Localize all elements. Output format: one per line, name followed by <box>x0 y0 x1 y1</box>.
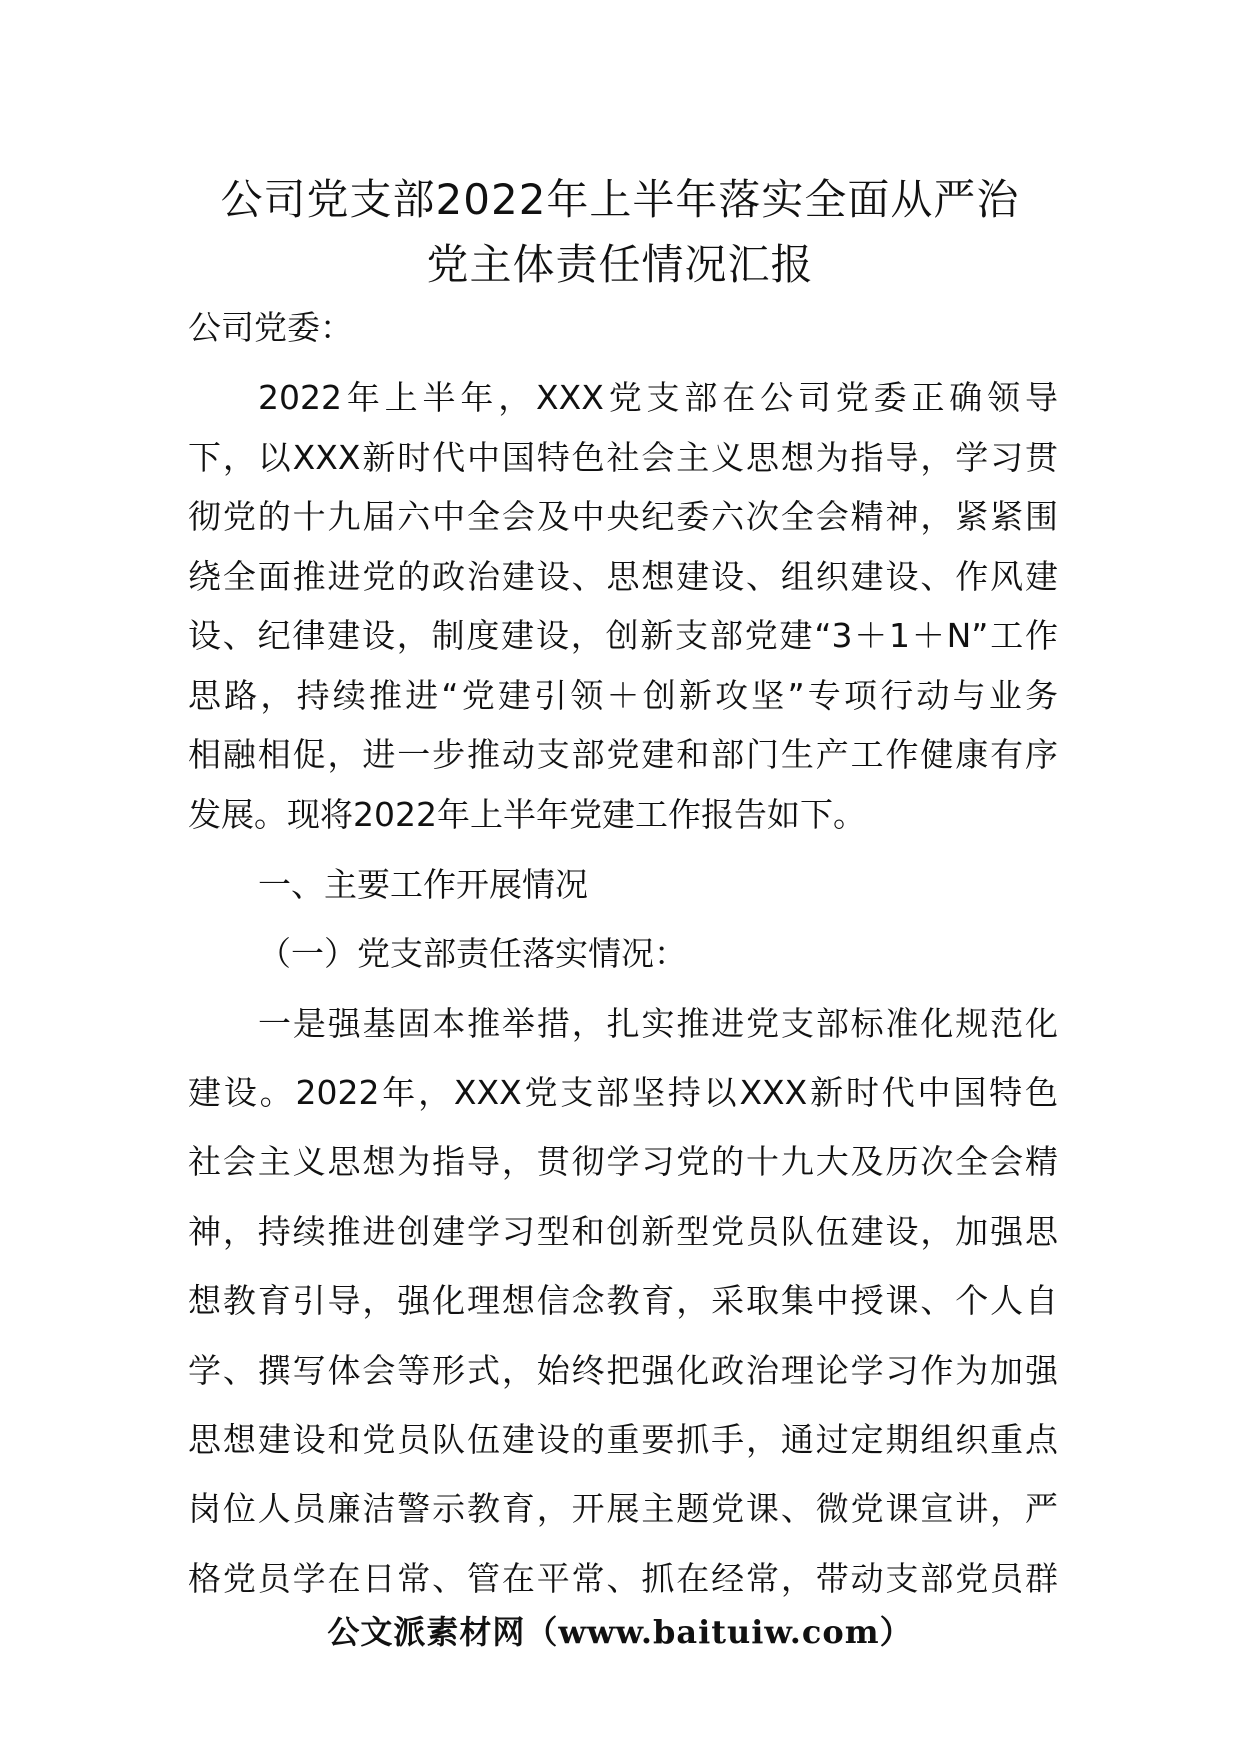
footer-watermark: 公文派素材网（www.baituiw.com） <box>327 1613 913 1651</box>
paragraph-1-line-8: 发展。现将2022年上半年党建工作报告如下。 <box>188 795 866 834</box>
section-heading-2: （一）党支部责任落实情况： <box>258 934 687 973</box>
paragraph-2-line-4: 神，持续推进创建学习型和创新型党员队伍建设，加强思 <box>188 1212 1058 1251</box>
paragraph-1-line-1: 2022年上半年，XXX党支部在公司党委正确领导 <box>258 378 1058 417</box>
paragraph-2-line-6: 学、撰写体会等形式，始终把强化政治理论学习作为加强 <box>188 1351 1058 1390</box>
paragraph-2-line-3: 社会主义思想为指导，贯彻学习党的十九大及历次全会精 <box>188 1142 1058 1181</box>
paragraph-1-line-3: 彻党的十九届六中全会及中央纪委六次全会精神，紧紧围 <box>188 497 1058 536</box>
salutation: 公司党委： <box>188 308 353 347</box>
section-heading-1: 一、主要工作开展情况 <box>258 865 588 904</box>
paragraph-2-line-9: 格党员学在日常、管在平常、抓在经常，带动支部党员群 <box>188 1559 1058 1598</box>
document-title-line-1: 公司党支部2022年上半年落实全面从严治 <box>220 175 1020 224</box>
paragraph-1-line-7: 相融相促，进一步推动支部党建和部门生产工作健康有序 <box>188 735 1058 774</box>
paragraph-2-line-8: 岗位人员廉洁警示教育，开展主题党课、微党课宣讲，严 <box>188 1489 1058 1528</box>
paragraph-2-line-1: 一是强基固本推举措，扎实推进党支部标准化规范化 <box>258 1004 1058 1043</box>
paragraph-1-line-5: 设、纪律建设，制度建设，创新支部党建“3＋1＋N”工作 <box>188 616 1058 655</box>
paragraph-2-line-7: 思想建设和党员队伍建设的重要抓手，通过定期组织重点 <box>188 1420 1058 1459</box>
paragraph-1-line-2: 下，以XXX新时代中国特色社会主义思想为指导，学习贯 <box>188 438 1058 477</box>
paragraph-2-line-2: 建设。2022年，XXX党支部坚持以XXX新时代中国特色 <box>188 1073 1058 1112</box>
document-title-line-2: 党主体责任情况汇报 <box>426 240 814 289</box>
paragraph-1-line-6: 思路，持续推进“党建引领＋创新攻坚”专项行动与业务 <box>188 676 1058 715</box>
paragraph-2-line-5: 想教育引导，强化理想信念教育，采取集中授课、个人自 <box>188 1281 1058 1320</box>
paragraph-1-line-4: 绕全面推进党的政治建设、思想建设、组织建设、作风建 <box>188 557 1058 596</box>
